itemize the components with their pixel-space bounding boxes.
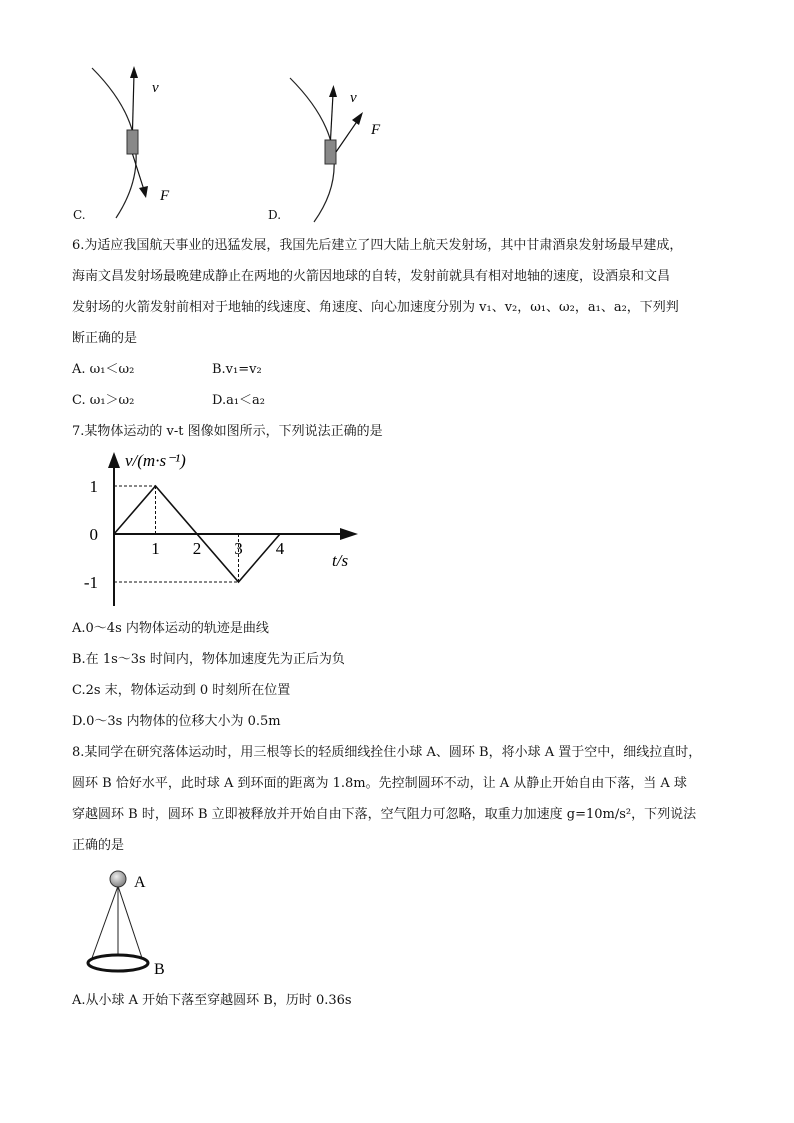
force-label-d: F bbox=[371, 122, 381, 138]
velocity-label-d: v bbox=[350, 90, 357, 106]
q6-option-a: A. ω₁＜ω₂ bbox=[72, 362, 135, 377]
block-c bbox=[127, 130, 138, 154]
force-label-c: F bbox=[160, 188, 170, 204]
vt-chart bbox=[80, 448, 365, 610]
velocity-label-c: v bbox=[152, 80, 159, 96]
q7-option-c: C.2s 末，物体运动到 0 时刻所在位置 bbox=[72, 683, 291, 698]
ball-a-label: A bbox=[134, 874, 146, 891]
figure-d bbox=[278, 72, 418, 227]
q8-option-a: A.从小球 A 开始下落至穿越圆环 B，历时 0.36s bbox=[72, 993, 352, 1008]
q8-stem-line-3: 穿越圆环 B 时，圆环 B 立即被释放并开始自由下落，空气阻力可忽略，取重力加速度 g=10m/s²，下列说法 bbox=[72, 807, 697, 822]
q6-stem-line-3: 发射场的火箭发射前相对于地轴的线速度、角速度、向心加速度分别为 v₁、v₂，ω₁、ω₂，a₁、a₂，下列判 bbox=[72, 300, 679, 315]
q6-stem-line-2: 海南文昌发射场最晚建成静止在两地的火箭因地球的自转，发射前就具有相对地轴的速度，设酒泉和文昌 bbox=[72, 269, 671, 284]
y-tick-label-0: 0 bbox=[89, 525, 98, 544]
y-axis-arrowhead bbox=[108, 452, 120, 468]
q6-stem-line-4: 断正确的是 bbox=[72, 331, 138, 346]
thread-left bbox=[92, 886, 118, 958]
velocity-arrow-d bbox=[331, 94, 334, 140]
force-arrow-d bbox=[336, 120, 358, 152]
y-tick-label-neg1: -1 bbox=[83, 573, 98, 592]
y-tick-label-1: 1 bbox=[89, 477, 98, 496]
ball-ring-figure bbox=[82, 866, 182, 982]
q8-stem-line-1: 8.某同学在研究落体运动时，用三根等长的轻质细线拴住小球 A、圆环 B，将小球 A 置于空中，细线拉直时， bbox=[72, 745, 702, 760]
velocity-arrow-c bbox=[133, 74, 135, 130]
x-axis-arrowhead bbox=[340, 528, 358, 540]
option-c-label: C. bbox=[73, 208, 86, 222]
force-arrowhead-d bbox=[352, 112, 363, 125]
q8-stem-line-2: 圆环 B 恰好水平，此时球 A 到环面的距离为 1.8m。先控制圆环不动，让 A 从静止开始自由下落，当 A 球 bbox=[72, 776, 687, 791]
ball-a bbox=[110, 871, 126, 887]
x-tick-label-4: 4 bbox=[275, 539, 285, 558]
velocity-arrowhead-d bbox=[329, 85, 337, 97]
thread-right bbox=[118, 886, 142, 958]
figure-c bbox=[80, 62, 220, 222]
q6-stem-line-1: 6.为适应我国航天事业的迅猛发展，我国先后建立了四大陆上航天发射场，其中甘肃酒泉发射场最早建成， bbox=[72, 238, 683, 253]
option-d-label: D. bbox=[268, 208, 282, 222]
q8-stem-line-4: 正确的是 bbox=[72, 838, 125, 853]
q7-option-a: A.0～4s 内物体运动的轨迹是曲线 bbox=[72, 621, 269, 636]
velocity-arrowhead-c bbox=[130, 66, 138, 78]
ring-b-label: B bbox=[154, 961, 165, 978]
block-d bbox=[325, 140, 336, 164]
x-tick-label-2: 2 bbox=[192, 539, 202, 558]
q7-option-b: B.在 1s～3s 时间内，物体加速度先为正后为负 bbox=[72, 652, 345, 667]
force-arrow-c bbox=[133, 154, 145, 190]
y-axis-label: v/(m·s⁻¹) bbox=[125, 451, 186, 470]
x-tick-label-1: 1 bbox=[151, 539, 160, 558]
x-axis-label: t/s bbox=[332, 551, 349, 570]
q6-option-b: B.v₁=v₂ bbox=[212, 362, 262, 377]
ring-b bbox=[88, 955, 148, 971]
q6-option-d: D.a₁＜a₂ bbox=[212, 393, 266, 408]
x-tick-label-3: 3 bbox=[234, 539, 243, 558]
q7-option-d: D.0～3s 内物体的位移大小为 0.5m bbox=[72, 714, 281, 729]
q6-option-c: C. ω₁＞ω₂ bbox=[72, 393, 135, 408]
q7-stem: 7.某物体运动的 v-t 图像如图所示，下列说法正确的是 bbox=[72, 424, 383, 439]
force-arrowhead-c bbox=[139, 186, 148, 198]
